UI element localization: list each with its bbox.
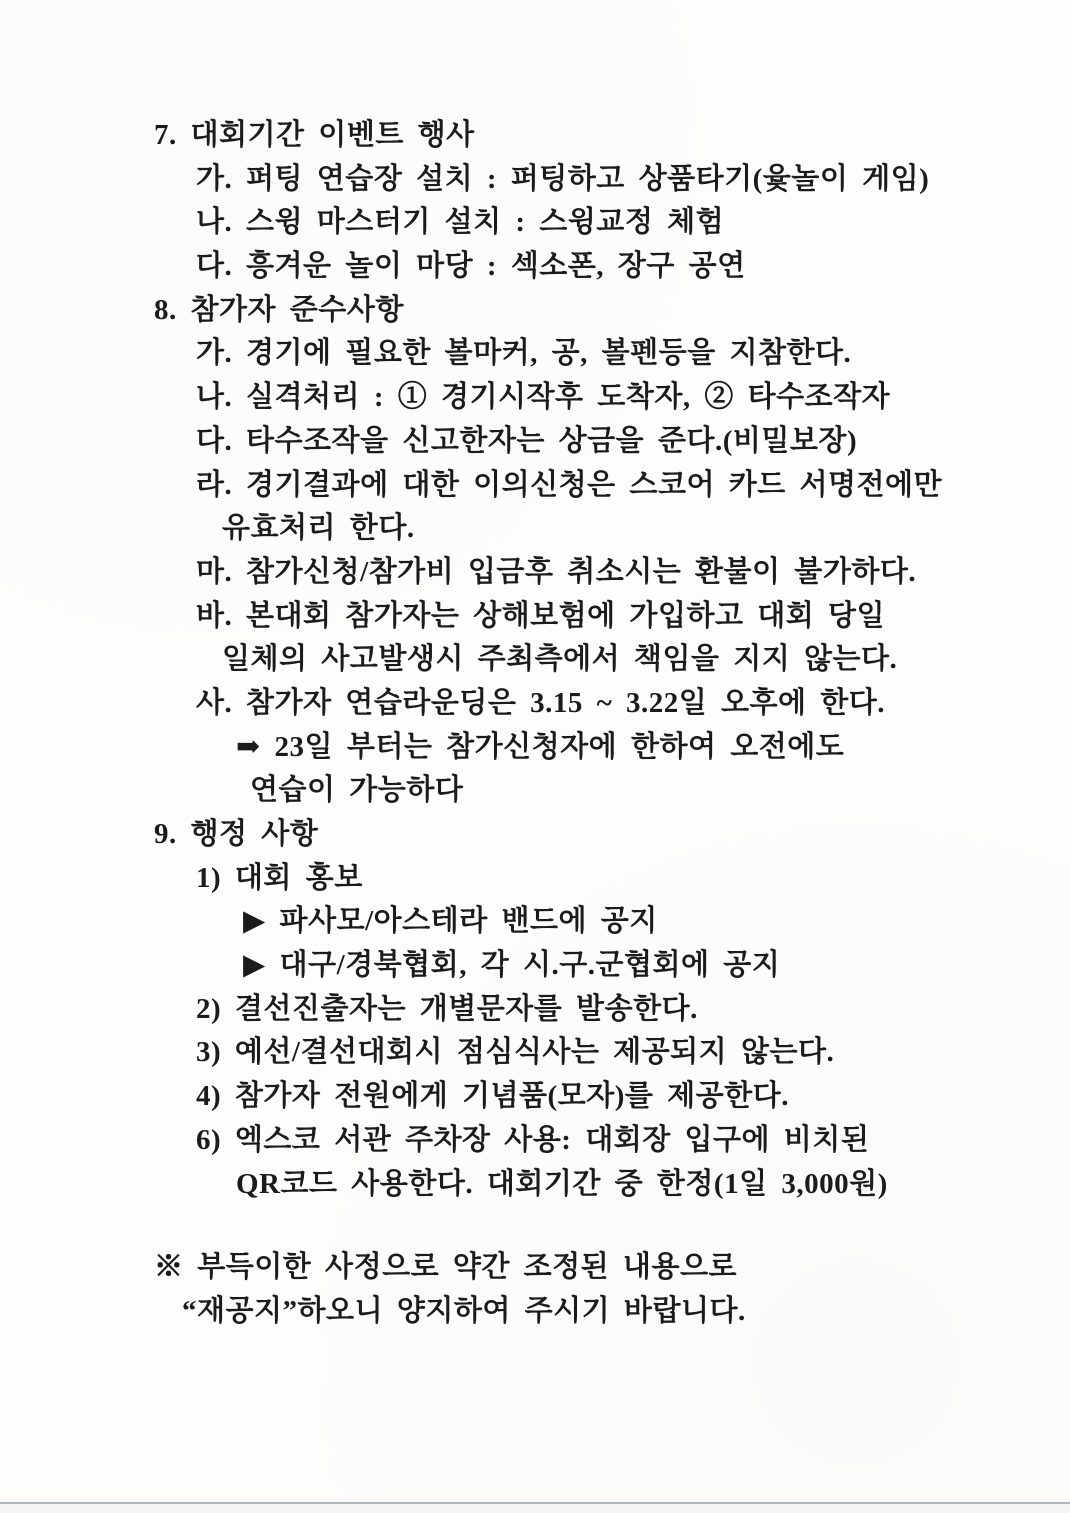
doc-line-continuation: 연습이 가능하다 [250,774,464,807]
doc-line-continuation: 일체의 사고발생시 주최측에서 책임을 지지 않는다. [222,643,898,676]
doc-line-continuation: QR코드 사용한다. 대회기간 중 한정(1일 3,000원) [236,1167,888,1200]
doc-line: 3) 예선/결선대회시 점심식사는 제공되지 않는다. [196,1036,835,1069]
doc-line: 마. 참가신청/참가비 입금후 취소시는 환불이 불가하다. [196,555,917,588]
scan-bottom-edge [0,1502,1070,1513]
doc-line: 나. 스윙 마스터기 설치 : 스윙교정 체험 [196,206,725,239]
notice-block [0,1246,1070,1333]
notice-line: “재공지”하오니 양지하여 주시기 바랍니다. [182,1294,746,1327]
doc-line: 다. 타수조작을 신고한자는 상금을 준다.(비밀보장) [196,424,858,457]
doc-line-continuation: 유효처리 한다. [222,512,415,545]
doc-line: 사. 참가자 연습라운딩은 3.15 ~ 3.22일 오후에 한다. [196,686,886,719]
doc-line: 다. 흥겨운 놀이 마당 : 섹소폰, 장구 공연 [196,250,746,283]
doc-line: 가. 경기에 필요한 볼마커, 공, 볼펜등을 지참한다. [196,337,852,370]
doc-line-bullet: ▶ 대구/경북협회, 각 시.구.군협회에 공지 [243,949,781,982]
section-9 [0,813,1070,1206]
doc-line: 4) 참가자 전원에게 기념품(모자)를 제공한다. [196,1080,789,1113]
document-body [0,114,1070,1334]
doc-line: 6) 엑스코 서관 주차장 사용: 대회장 입구에 비치된 [196,1123,870,1156]
doc-line: 1) 대회 홍보 [196,861,363,894]
doc-line: 바. 본대회 참가자는 상해보험에 가입하고 대회 당일 [196,599,886,632]
doc-line-bullet: ▶ 파사모/아스테라 밴드에 공지 [243,905,658,938]
section-8 [0,289,1070,813]
section-heading: 8. 참가자 준수사항 [154,293,404,326]
doc-line: 나. 실격처리 : ① 경기시작후 도착자, ② 타수조작자 [196,381,891,414]
doc-line: 라. 경기결과에 대한 이의신청은 스코어 카드 서명전에만 [196,468,943,501]
section-7 [0,114,1070,289]
doc-line-arrow-note: ➡ 23일 부터는 참가신청자에 한하여 오전에도 [236,730,845,763]
section-heading: 7. 대회기간 이벤트 행사 [154,119,475,151]
notice-line: ※ 부득이한 사정으로 약간 조정된 내용으로 [154,1251,737,1284]
doc-line: 2) 결선진출자는 개별문자를 발송한다. [196,992,698,1025]
section-heading: 9. 행정 사항 [154,818,319,850]
doc-line: 가. 퍼팅 연습장 설치 : 퍼팅하고 상품타기(윷놀이 게임) [196,162,930,195]
